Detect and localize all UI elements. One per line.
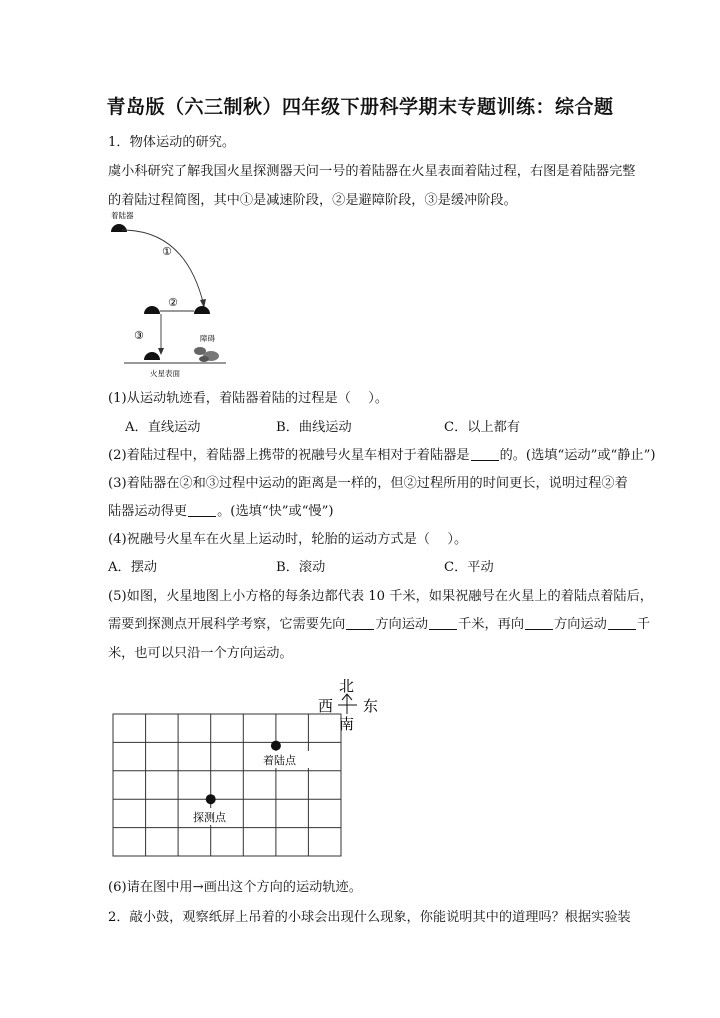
landing-point-dot[interactable] (271, 741, 281, 751)
sub-3-answer-blank[interactable] (188, 504, 216, 517)
sub-5-text-1: 需要到探测点开展科学考察，它需要先向 (108, 617, 346, 632)
obstacle-rock (199, 356, 209, 362)
sub-5-text-5: 千 (636, 617, 650, 632)
sub-1-option-b[interactable]: B．曲线运动 (276, 420, 352, 435)
lander-icon-start (111, 224, 127, 232)
sub-question-5-line-1: (5)如图，火星地图上小方格的每条边都代表 10 千米，如果祝融号在火星上的着陆点着陆后， (108, 589, 653, 604)
compass-east: 东 (363, 697, 379, 715)
sub-5-direction-2-blank[interactable] (525, 617, 553, 630)
sub-5-text-3: 千米，再向 (458, 617, 525, 632)
sub-question-3-line-2 (108, 500, 334, 519)
question-1-heading: 1．物体运动的研究。 (108, 135, 236, 150)
stage-3-label: ③ (134, 329, 144, 342)
sub-question-3-line-1: (3)着陆器在②和③过程中运动的距离是一样的，但②过程所用的时间更长，说明过程②着 (108, 476, 628, 491)
probe-point-dot[interactable] (206, 794, 216, 804)
sub-question-2 (108, 444, 656, 463)
compass-north: 北 (339, 677, 355, 695)
probe-point-label: 探测点 (193, 811, 226, 824)
landing-process-diagram (108, 208, 238, 380)
sub-1-option-c[interactable]: C．以上都有 (444, 420, 521, 435)
sub-5-text-2: 方向运动 (375, 617, 429, 632)
sub-6-text-a: (6)请在图中用 (108, 880, 193, 895)
stage-1-label: ① (162, 245, 172, 258)
sub-5-text-4: 方向运动 (554, 617, 607, 632)
sub-6-text-b: 画出这个方向的运动轨迹。 (203, 880, 362, 895)
compass-west: 西 (318, 697, 334, 715)
sub-4-option-a[interactable]: A．摆动 (108, 560, 158, 575)
sub-question-5-line-2 (108, 613, 650, 632)
sub-2-text-b: 的。(选填“运动”或“静止”) (499, 448, 656, 463)
sub-4-option-b[interactable]: B．滚动 (276, 560, 326, 575)
lander-icon-buffer (144, 306, 160, 314)
question-2-text: 2．敲小鼓，观察纸屏上吊着的小球会出现什么现象，你能说明其中的道理吗？根据实验装 (108, 910, 631, 925)
sub-5-direction-1-blank[interactable] (346, 617, 374, 630)
sub-5-distance-1-blank[interactable] (429, 617, 457, 630)
sub-3-text-b: 。(选填“快”或“慢”) (217, 504, 334, 519)
sub-question-6 (108, 876, 362, 895)
sub-2-text-a: (2)着陆过程中，着陆器上携带的祝融号火星车相对于着陆器是 (108, 448, 470, 463)
sub-question-1: (1)从运动轨迹看，着陆器着陆的过程是（ ）。 (108, 391, 389, 406)
question-1-intro-line-2: 的着陆过程简图，其中①是减速阶段，②是避障阶段，③是缓冲阶段。 (108, 193, 517, 208)
mars-grid-map (112, 713, 344, 859)
lander-label: 着陆器 (111, 211, 134, 220)
surface-label: 火星表面 (150, 369, 180, 378)
sub-1-option-a[interactable]: A．直线运动 (125, 420, 201, 435)
compass-south: 南 (339, 715, 355, 733)
stage-1-curve (122, 230, 204, 306)
landing-point-label: 着陆点 (263, 754, 296, 767)
sub-4-option-c[interactable]: C．平动 (444, 560, 494, 575)
sub-5-distance-2-blank[interactable] (608, 617, 636, 630)
lander-icon-landed (144, 352, 160, 360)
sub-3-text-a: 陆器运动得更 (108, 504, 188, 519)
stage-3-arrowhead (158, 348, 164, 355)
question-1-intro-line-1: 虞小科研究了解我国火星探测器天问一号的着陆器在火星表面着陆过程，右图是着陆器完整 (108, 164, 636, 179)
obstacle-label: 障碍 (200, 334, 215, 343)
sub-question-4: (4)祝融号火星车在火星上运动时，轮胎的运动方式是（ ）。 (108, 532, 468, 547)
page-title: 青岛版（六三制秋）四年级下册科学期末专题训练：综合题 (106, 96, 614, 118)
sub-question-5-line-3: 米，也可以只沿一个方向运动。 (108, 646, 293, 661)
sub-2-answer-blank[interactable] (471, 448, 499, 461)
map-grid-lines (113, 714, 341, 856)
arrow-symbol: → (192, 880, 204, 895)
lander-icon-avoid (194, 306, 210, 314)
stage-2-label: ② (168, 296, 178, 309)
